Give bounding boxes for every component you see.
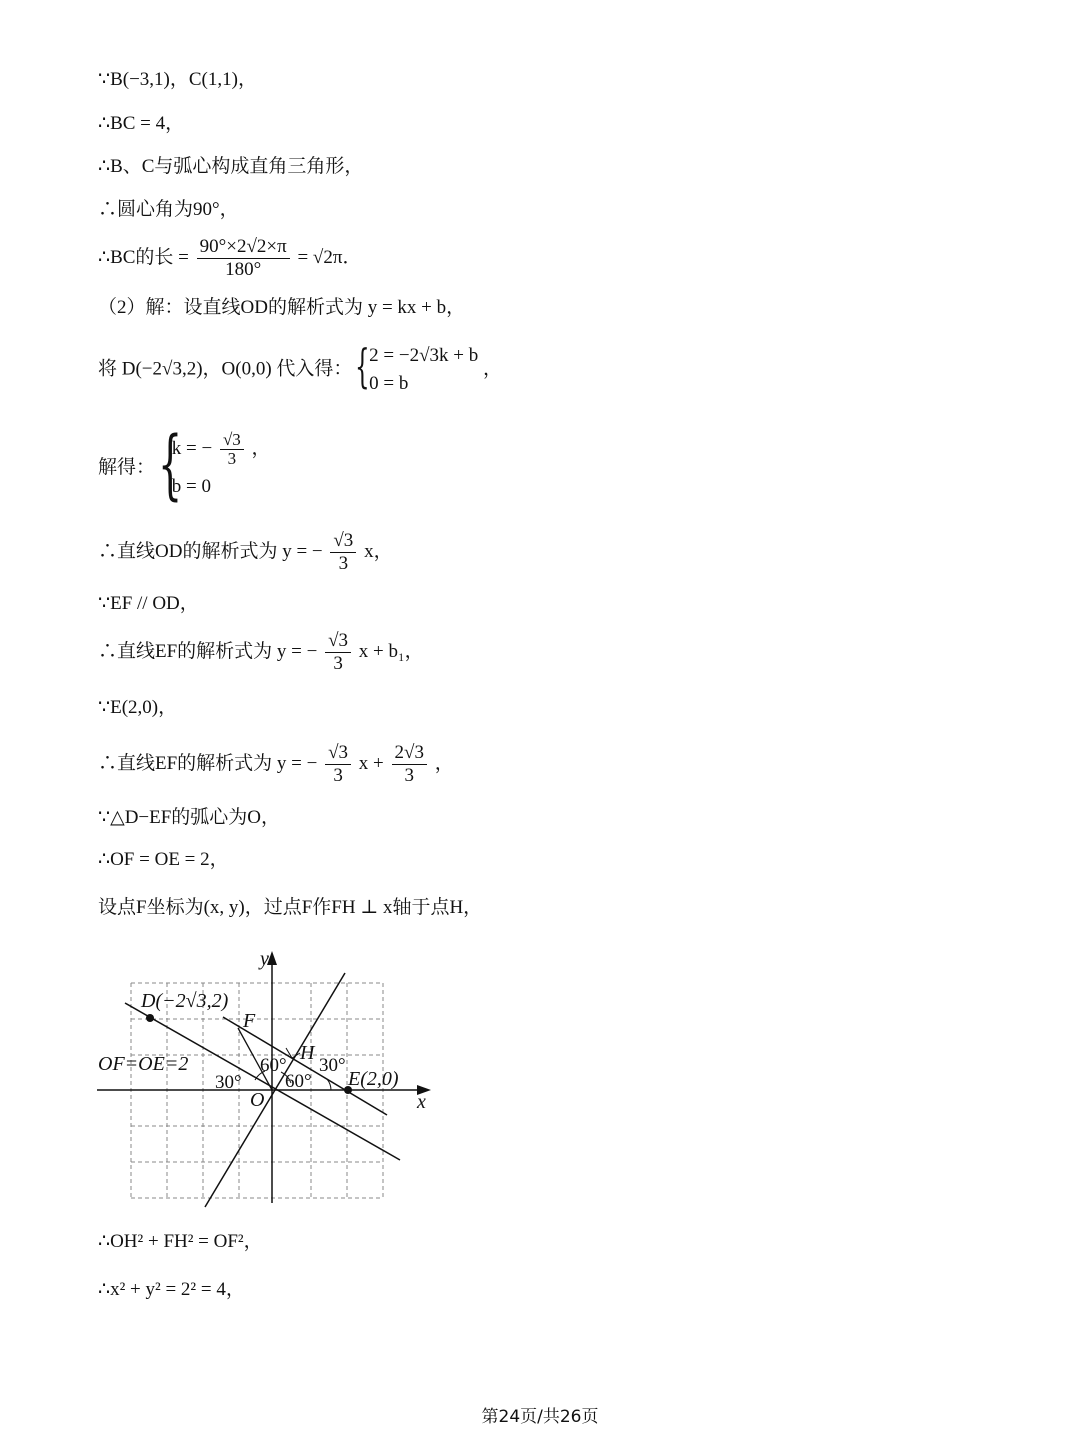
ef-fraction-1 [325,742,351,787]
od-suffix: x， [364,540,393,562]
line-right-triangle: ∴B、C与弧心构成直角三角形， [98,156,364,177]
label-f: F [243,1010,256,1032]
line-solution [98,419,271,508]
arc-length-prefix: ∴BC的长 = [98,246,189,268]
coordinate-figure [95,945,440,1210]
label-h: H [300,1042,315,1064]
ef-numerator-2: 2√3 [392,742,427,765]
line-part2-setup: （2）解：设直线OD的解析式为 y = kx + b， [98,297,466,318]
line-od-equation [98,530,393,575]
point-d [146,1014,154,1022]
solution-k-suffix: ， [251,438,271,459]
solution-k [172,430,271,468]
label-of-oe: OF=OE=2 [98,1053,189,1075]
ef-numerator-1: √3 [325,742,351,765]
ef-general-denominator: 3 [333,653,343,674]
line-ef-equation [98,742,454,787]
ef-suffix: ， [434,752,454,774]
brace-icon: { [355,339,370,393]
solution-system [157,419,271,508]
od-numerator: √3 [330,530,356,553]
arc-length-numerator: 90°×2√2×π [197,236,290,259]
brace-icon: { [157,419,182,508]
line-point-e: ∵E(2,0)， [98,697,178,718]
equation-2: 0 = b [369,373,409,394]
ef-fraction-2 [392,742,427,787]
od-prefix: ∴直线OD的解析式为 y = − [98,540,323,562]
line-ef-general [98,630,424,675]
line-pythagoras: ∴OH² + FH² = OF²， [98,1231,263,1252]
line-substitute [98,339,502,398]
arc-length-fraction [197,236,290,281]
equation-system [355,339,479,398]
angle-30-right: 30° [319,1055,346,1076]
ef-general-fraction [325,630,351,675]
solution-k-denominator: 3 [227,449,237,469]
line-given-bc: ∵B(−3,1)，C(1,1)， [98,69,257,90]
substitute-suffix: ， [482,358,502,380]
ef-general-suffix: x + b₁， [358,640,424,662]
angle-30-left: 30° [215,1072,242,1093]
ef-general-numerator: √3 [325,630,351,653]
line-central-angle: ∴圆心角为90°， [98,199,239,220]
solution-k-label: k = − [171,438,213,459]
angle-60-right: 60° [285,1071,312,1092]
ef-middle: x + [358,752,384,774]
solution-k-fraction [220,431,244,468]
label-x: x [417,1091,426,1113]
line-bc-length: ∴BC = 4， [98,113,185,134]
arc-length-denominator: 180° [225,259,262,280]
od-denominator: 3 [338,553,349,574]
line-arc-length [98,236,361,281]
ef-prefix: ∴直线EF的解析式为 y = − [98,752,318,774]
ef-denominator-1: 3 [333,765,343,786]
line-parallel: ∵EF // OD， [98,593,199,614]
label-y: y [260,948,269,970]
solution-b: b = 0 [171,476,211,498]
od-fraction [330,530,356,575]
solution-prefix: 解得： [98,457,156,479]
label-e: E(2,0) [348,1068,399,1090]
line-of-oe: ∴OF = OE = 2， [98,849,229,870]
arc-length-result: = √2π． [297,246,362,268]
line-arc-center: ∵△D−EF的弧心为O， [98,807,281,828]
angle-60-left: 60° [260,1055,287,1076]
line-circle-eq: ∴x² + y² = 2² = 4， [98,1279,245,1300]
solution-k-numerator: √3 [220,431,244,450]
label-o: O [250,1089,265,1111]
page-footer: 第24页/共26页 [481,1407,599,1427]
label-d: D(−2√3,2) [141,990,229,1012]
ef-denominator-2: 3 [404,765,414,786]
equation-1: 2 = −2√3k + b [369,345,479,366]
substitute-prefix: 将 D(−2√3,2)，O(0,0) 代入得： [98,358,353,380]
ef-general-prefix: ∴直线EF的解析式为 y = − [98,640,318,662]
line-set-f: 设点F坐标为(x, y)，过点F作FH ⊥ x轴于点H， [98,897,483,918]
